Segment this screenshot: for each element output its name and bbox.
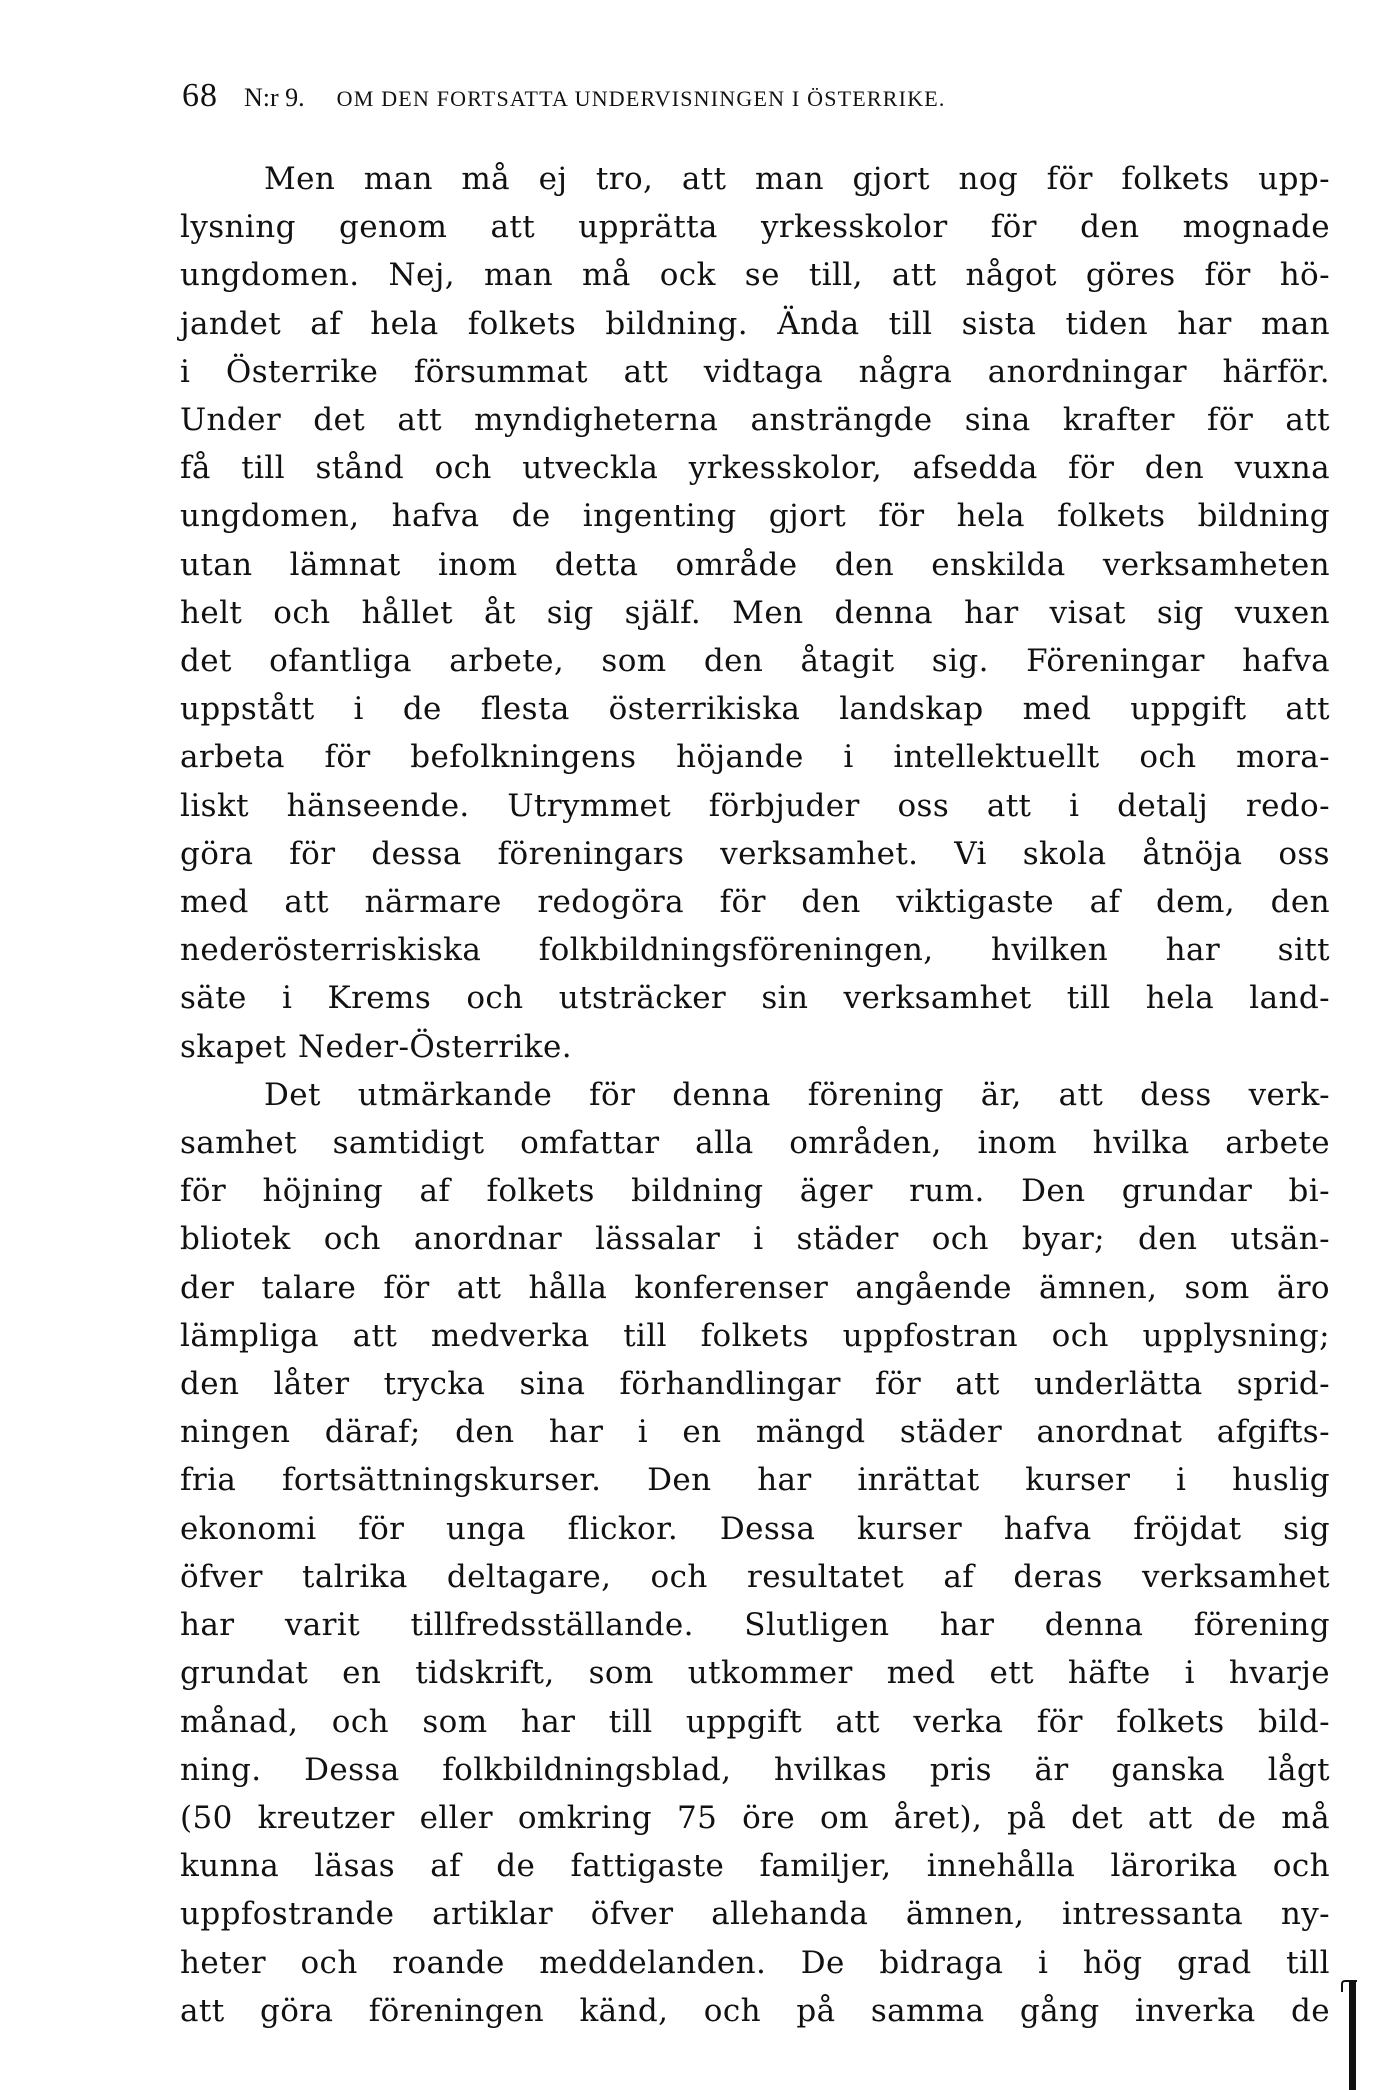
- text-line: säte i Krems och utsträcker sin verksamhet till hela land-: [180, 980, 1330, 1017]
- text-line: grundat en tidskrift, som utkommer med ett häfte i hvarje: [180, 1655, 1330, 1692]
- text-line: uppfostrande artiklar öfver allehanda ämnen, intressanta ny-: [180, 1896, 1330, 1933]
- text-line: fria fortsättningskurser. Den har inrättat kurser i huslig: [180, 1462, 1330, 1499]
- text-line: med att närmare redogöra för den viktigaste af dem, den: [180, 884, 1330, 921]
- text-line: få till stånd och utveckla yrkesskolor, afsedda för den vuxna: [180, 450, 1330, 487]
- text-line: göra för dessa föreningars verksamhet. Vi skola åtnöja oss: [180, 835, 1330, 872]
- text-line: kunna läsas af de fattigaste familjer, innehålla lärorika och: [180, 1848, 1330, 1885]
- text-line: i Österrike försummat att vidtaga några anordningar härför.: [180, 353, 1330, 390]
- text-line: der talare för att hålla konferenser angående ämnen, som äro: [180, 1269, 1330, 1306]
- text-line: liskt hänseende. Utrymmet förbjuder oss att i detalj redo-: [180, 787, 1330, 824]
- text-line: månad, och som har till uppgift att verka för folkets bild-: [180, 1703, 1330, 1740]
- text-line: Under det att myndigheterna ansträngde sina krafter för att: [180, 402, 1330, 439]
- text-line: utan lämnat inom detta område den enskilda verksamheten: [180, 546, 1330, 583]
- text-line: skapet Neder-Österrike.: [180, 1028, 572, 1065]
- paragraph-2: [180, 1071, 1330, 2035]
- text-line: ungdomen, hafva de ingenting gjort för hela folkets bildning: [180, 498, 1330, 535]
- text-line: (50 kreutzer eller omkring 75 öre om året), på det att de må: [180, 1799, 1330, 1836]
- text-line: nederösterriskiska folkbildningsföreningen, hvilken har sitt: [180, 932, 1330, 969]
- text-line: för höjning af folkets bildning äger rum. Den grundar bi-: [180, 1173, 1330, 1210]
- text-line: den låter trycka sina förhandlingar för att underlätta sprid-: [180, 1366, 1330, 1403]
- text-line: ning. Dessa folkbildningsblad, hvilkas pris är ganska lågt: [180, 1751, 1330, 1788]
- margin-rule-mark: [1349, 1982, 1356, 2090]
- text-line: det ofantliga arbete, som den åtagit sig. Föreningar hafva: [180, 643, 1330, 680]
- running-title: OM DEN FORTSATTA UNDERVISNINGEN I ÖSTERRIKE.: [336, 86, 946, 111]
- text-line: har varit tillfredsställande. Slutligen har denna förening: [180, 1607, 1330, 1644]
- text-line: bliotek och anordnar lässalar i städer och byar; den utsän-: [180, 1221, 1330, 1258]
- text-line: ekonomi för unga flickor. Dessa kurser hafva fröjdat sig: [180, 1510, 1330, 1547]
- text-line: heter och roande meddelanden. De bidraga i hög grad till: [180, 1944, 1330, 1981]
- text-line: att göra föreningen känd, och på samma gång inverka de: [180, 1992, 1330, 2029]
- text-line: uppstått i de flesta österrikiska landskap med uppgift att: [180, 691, 1330, 728]
- page-number: 68: [182, 77, 218, 114]
- body-text: [180, 155, 1330, 2035]
- text-line: Det utmärkande för denna förening är, att dess verk-: [264, 1076, 1330, 1113]
- text-line: helt och hållet åt sig själf. Men denna har visat sig vuxen: [180, 594, 1330, 631]
- issue-number: N:r 9.: [244, 83, 305, 112]
- text-line: samhet samtidigt omfattar alla områden, inom hvilka arbete: [180, 1125, 1330, 1162]
- text-line: lämpliga att medverka till folkets uppfostran och upplysning;: [180, 1317, 1330, 1354]
- text-line: ningen däraf; den har i en mängd städer anordnat afgifts-: [180, 1414, 1330, 1451]
- text-line: ungdomen. Nej, man må ock se till, att något göres för hö-: [180, 257, 1330, 294]
- text-line: lysning genom att upprätta yrkesskolor för den mognade: [180, 209, 1330, 246]
- text-line: jandet af hela folkets bildning. Ända till sista tiden har man: [180, 305, 1330, 342]
- text-line: arbeta för befolkningens höjande i intellektuellt och mora-: [180, 739, 1330, 776]
- text-line: öfver talrika deltagare, och resultatet af deras verksamhet: [180, 1558, 1330, 1595]
- running-header: [182, 77, 1262, 117]
- text-line: Men man må ej tro, att man gjort nog för folkets upp-: [264, 161, 1330, 197]
- paragraph-1: [180, 155, 1330, 1071]
